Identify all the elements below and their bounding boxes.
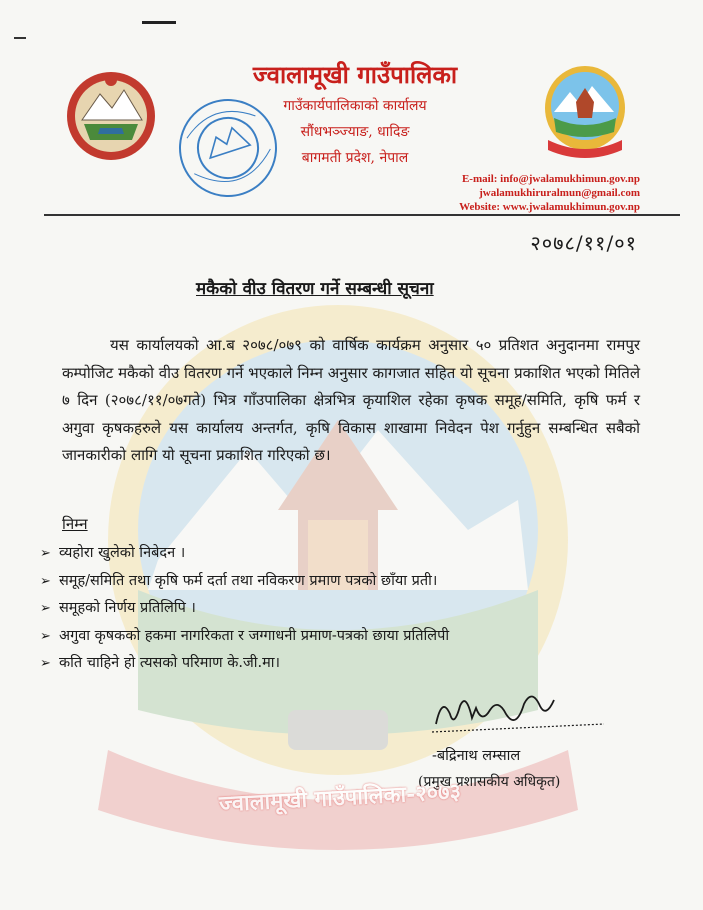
arrow-bullet-icon: ➢	[40, 656, 51, 671]
notice-body: यस कार्यालयको आ.ब २०७८/०७९ को वार्षिक कार्यक्रम अनुसार ५० प्रतिशत अनुदानमा रामपुर कम्पोजिट मकैको वीउ वितरण गर्ने भएकाले निम्न अनुसार कागजात सहित यो सूचना प्रकाशित भएको मितिले ७ दिन (२०७८/११/०७गते) भित्र गाँउपालिका क्षेत्रभित्र कृयाशिल रहेका कृषक समूह/समिति, कृषि फर्म र अगुवा कृषकहरुले यस कार्यालय अन्तर्गत, कृषि विकास शाखामा निवेदन पेश गर्नुहुन सम्बन्धित सबैको जानकारीको लागि यो सूचना प्रकाशित गरिएको छ।	[62, 336, 640, 464]
arrow-bullet-icon: ➢	[40, 546, 51, 561]
list-item: ➢ व्यहोरा खुलेको निबेदन ।	[40, 540, 449, 568]
national-emblem-icon	[62, 68, 160, 164]
list-item: ➢ समूह/समिति तथा कृषि फर्म दर्ता तथा नविकरण प्रमाण पत्रको छाँया प्रती।	[40, 568, 449, 596]
scan-mark	[14, 37, 26, 39]
signature	[428, 684, 608, 744]
contact-block	[459, 172, 640, 214]
email-primary[interactable]: E-mail: info@jwalamukhimun.gov.np	[461, 173, 640, 185]
list-item: ➢ कति चाहिने हो त्यसको परिमाण के.जी.मा।	[40, 650, 449, 678]
arrow-bullet-icon: ➢	[40, 628, 51, 644]
list-item: ➢ समूहको निर्णय प्रतिलिपि ।	[40, 595, 449, 623]
office-location: सौंधभञ्ज्याङ, धादिङ	[300, 124, 410, 140]
header-divider	[44, 214, 680, 216]
office-name: गाउँकार्यपालिकाको कार्यालय	[283, 98, 427, 114]
requirements-list	[40, 540, 449, 678]
scan-mark	[142, 21, 176, 24]
office-province: बागमती प्रदेश, नेपाल	[301, 150, 409, 166]
arrow-bullet-icon: ➢	[40, 601, 51, 616]
requirements-heading: निम्न	[62, 515, 88, 533]
signatory-name: -बद्रिनाथ लम्साल	[432, 748, 521, 764]
notice-date: २०७८/११/०१	[530, 231, 637, 255]
watermark-banner-text: ज्वालामूखी गाउँपालिका-२०७३	[218, 778, 462, 818]
signatory-title: (प्रमुख प्रशासकीय अधिकृत)	[418, 774, 561, 790]
notice-subject: मकैको वीउ वितरण गर्ने सम्बन्धी सूचना	[196, 279, 434, 299]
website-link[interactable]: Website: www.jwalamukhimun.gov.np	[459, 201, 640, 213]
list-item: ➢ अगुवा कृषकको हकमा नागरिकता र जग्गाधनी प्रमाण-पत्रको छाया प्रतिलिपी	[40, 623, 449, 651]
municipality-name: ज्वालामूखी गाउँपालिका	[252, 60, 458, 89]
arrow-bullet-icon: ➢	[40, 573, 51, 589]
email-secondary[interactable]: jwalamukhiruralmun@gmail.com	[479, 187, 640, 199]
municipality-logo-icon	[542, 62, 628, 162]
